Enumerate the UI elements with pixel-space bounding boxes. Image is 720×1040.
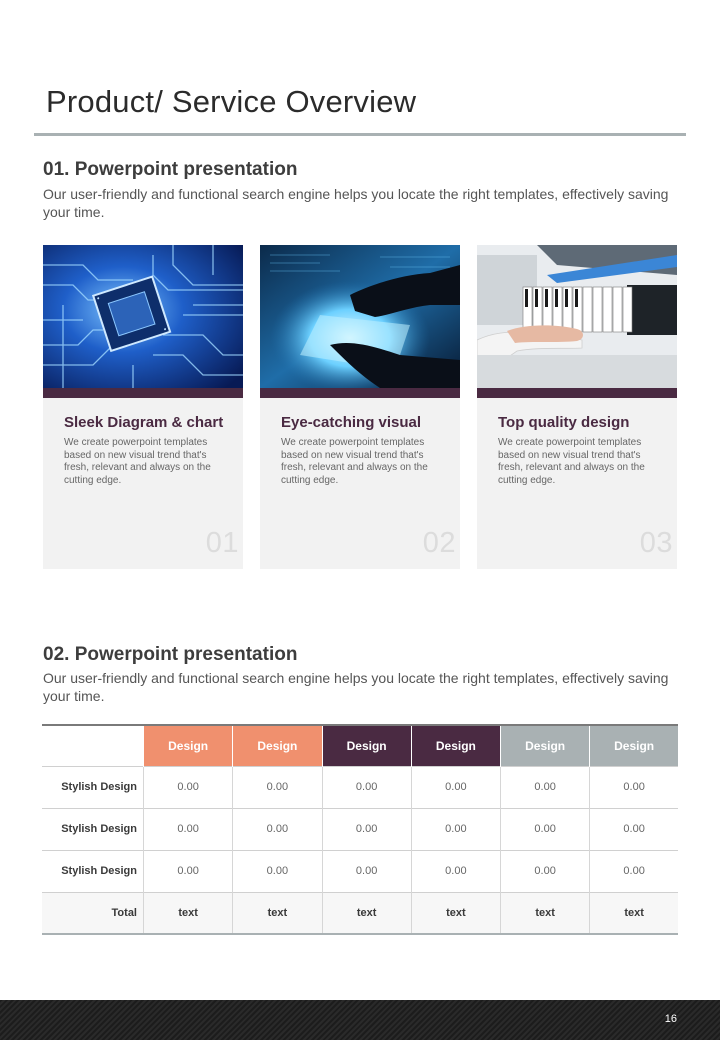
table-cell: 0.00 bbox=[590, 766, 678, 808]
title-divider bbox=[34, 133, 686, 136]
total-cell: text bbox=[144, 892, 233, 934]
table-cell: 0.00 bbox=[233, 850, 322, 892]
feature-card-1 bbox=[43, 245, 243, 569]
card-title: Top quality design bbox=[498, 414, 630, 431]
total-cell: text bbox=[322, 892, 411, 934]
feature-card-2 bbox=[260, 245, 460, 569]
table-row bbox=[42, 850, 678, 892]
table-cell: 0.00 bbox=[322, 766, 411, 808]
table-cell: 0.00 bbox=[144, 766, 233, 808]
section1-description: Our user-friendly and functional search engine helps you locate the right templates, effectively saving your time. bbox=[43, 186, 669, 220]
card-number: 02 bbox=[422, 527, 456, 559]
total-label: Total bbox=[111, 906, 137, 919]
table-cell: 0.00 bbox=[322, 850, 411, 892]
table-total-row bbox=[42, 892, 678, 934]
table-row bbox=[42, 808, 678, 850]
table-cell: 0.00 bbox=[590, 850, 678, 892]
card-text: We create powerpoint templates based on new visual trend that's fresh, relevant and always on the cutting edge. bbox=[498, 437, 645, 487]
table-cell: 0.00 bbox=[233, 808, 322, 850]
table-cell: 0.00 bbox=[233, 766, 322, 808]
total-cell: text bbox=[590, 892, 678, 934]
total-cell: text bbox=[501, 892, 590, 934]
footer-bar bbox=[0, 1000, 720, 1040]
card-number: 01 bbox=[205, 527, 239, 559]
table-corner-cell bbox=[42, 725, 144, 766]
feature-card-3 bbox=[477, 245, 677, 569]
card-accent-band bbox=[260, 388, 460, 398]
card-title: Eye-catching visual bbox=[281, 414, 422, 431]
card-number: 03 bbox=[639, 527, 673, 559]
page-title: Product/ Service Overview bbox=[46, 84, 417, 119]
card-text: We create powerpoint templates based on new visual trend that's fresh, relevant and always on the cutting edge. bbox=[64, 437, 211, 487]
table-cell: 0.00 bbox=[501, 808, 590, 850]
table-cell: 0.00 bbox=[411, 766, 500, 808]
server-hardware-image bbox=[477, 245, 677, 388]
table-cell: 0.00 bbox=[411, 808, 500, 850]
page-number: 16 bbox=[664, 1013, 677, 1025]
table-cell: 0.00 bbox=[501, 766, 590, 808]
table-header-cell: Design bbox=[411, 725, 500, 766]
circuit-board-image bbox=[43, 245, 243, 388]
table-cell: 0.00 bbox=[144, 808, 233, 850]
table-cell: 0.00 bbox=[501, 850, 590, 892]
table-cell: 0.00 bbox=[590, 808, 678, 850]
table-header-cell: Design bbox=[233, 725, 322, 766]
touchscreen-image bbox=[260, 245, 460, 388]
table-row bbox=[42, 766, 678, 808]
table-header-cell: Design bbox=[501, 725, 590, 766]
table-header-cell: Design bbox=[590, 725, 678, 766]
table-header-row bbox=[42, 725, 678, 766]
card-text: We create powerpoint templates based on new visual trend that's fresh, relevant and always on the cutting edge. bbox=[281, 437, 428, 487]
total-cell: text bbox=[233, 892, 322, 934]
card-accent-band bbox=[43, 388, 243, 398]
row-label: Stylish Design bbox=[61, 781, 137, 793]
section2-heading: 02. Powerpoint presentation bbox=[43, 644, 298, 665]
section1-heading: 01. Powerpoint presentation bbox=[43, 159, 298, 180]
row-label: Stylish Design bbox=[61, 865, 137, 877]
table-cell: 0.00 bbox=[411, 850, 500, 892]
total-cell: text bbox=[411, 892, 500, 934]
section2-description: Our user-friendly and functional search engine helps you locate the right templates, effectively saving your time. bbox=[43, 670, 669, 704]
table-cell: 0.00 bbox=[144, 850, 233, 892]
row-label: Stylish Design bbox=[61, 823, 137, 835]
table-header-cell: Design bbox=[322, 725, 411, 766]
card-accent-band bbox=[477, 388, 677, 398]
card-title: Sleek Diagram & chart bbox=[64, 414, 224, 431]
table-cell: 0.00 bbox=[322, 808, 411, 850]
table-header-cell: Design bbox=[144, 725, 233, 766]
comparison-table bbox=[42, 724, 678, 935]
